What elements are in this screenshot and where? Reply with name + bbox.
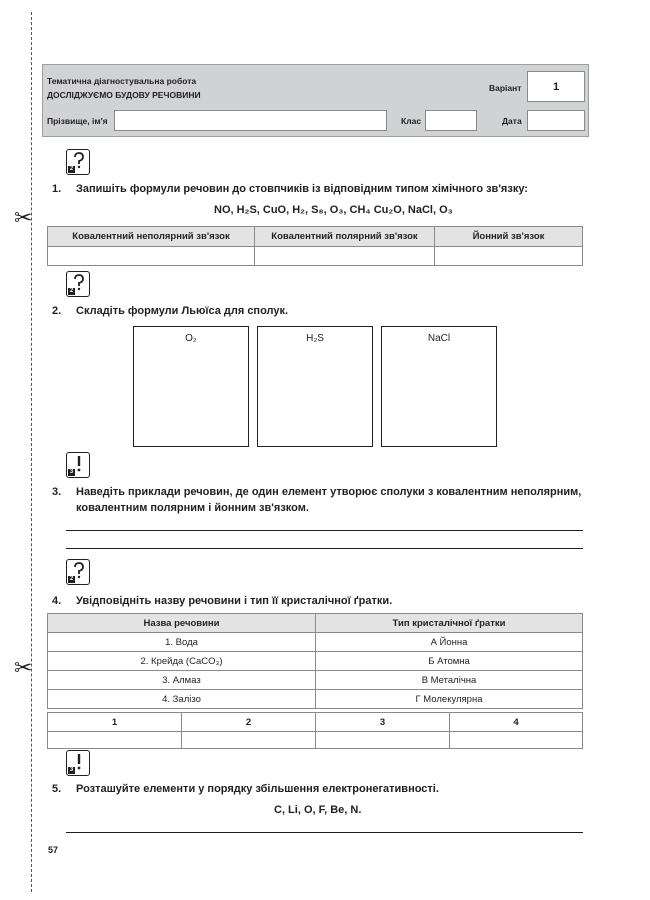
exclamation-icon	[66, 452, 90, 478]
variant-box	[527, 71, 585, 102]
level-badge: 2	[69, 576, 74, 582]
substance-cell: 3. Алмаз	[48, 671, 316, 690]
variant-label: Варіант	[489, 83, 522, 93]
level-badge: 2	[69, 288, 74, 294]
answer-cell[interactable]	[316, 732, 450, 749]
scissors-icon: ✂	[14, 656, 33, 681]
lewis-box-label: NaCl	[427, 333, 451, 344]
lewis-box-h2s[interactable]	[257, 326, 373, 447]
q4-answer-table	[47, 712, 583, 749]
question-mark-icon	[66, 271, 90, 297]
answer-cell[interactable]	[182, 732, 316, 749]
level-badge: 3	[69, 767, 74, 773]
lewis-box-label: H₂S	[306, 333, 324, 344]
col-polar: Ковалентний полярний зв'язок	[255, 227, 435, 247]
name-field[interactable]	[114, 110, 387, 131]
lewis-box-nacl[interactable]	[381, 326, 497, 447]
answer-header: 2	[182, 713, 316, 732]
answer-header: 4	[450, 713, 583, 732]
q3-text-line2: ковалентним полярним і йонним зв'язком.	[76, 502, 309, 514]
q1-number: 1.	[52, 183, 62, 195]
q4-number: 4.	[52, 595, 62, 607]
substance-cell: 2. Крейда (CaCO₃)	[48, 652, 316, 671]
variant-value: 1	[552, 81, 560, 93]
lattice-cell: В Металічна	[316, 671, 583, 690]
name-label: Прізвище, ім'я	[47, 116, 108, 126]
answer-line[interactable]	[66, 530, 583, 531]
col-lattice: Тип кристалічної ґратки	[316, 614, 583, 633]
col-substance: Назва речовини	[48, 614, 316, 633]
header-panel	[42, 64, 589, 137]
class-field[interactable]	[425, 110, 477, 131]
page-number: 57	[48, 845, 59, 855]
answer-cell[interactable]	[255, 247, 435, 266]
answer-line[interactable]	[66, 548, 583, 549]
question-mark-icon	[66, 149, 90, 175]
cut-line-dashed	[31, 12, 32, 892]
q2-text: Складіть формули Льюїса для сполук.	[76, 305, 289, 317]
q5-text: Розташуйте елементи у порядку збільшення електронегативності.	[76, 783, 439, 795]
level-badge: 2	[69, 166, 74, 172]
answer-line[interactable]	[66, 832, 583, 833]
answer-cell[interactable]	[48, 732, 182, 749]
q1-formulas: NO, H₂S, CuO, H₂, S₈, O₃, CH₄ Cu₂O, NaCl, O₃	[214, 204, 453, 216]
q5-elements: C, Li, O, F, Be, N.	[274, 804, 362, 816]
class-label: Клас	[401, 116, 422, 126]
col-nonpolar: Ковалентний неполярний зв'язок	[48, 227, 255, 247]
lewis-box-label: O₂	[185, 333, 197, 344]
q3-number: 3.	[52, 486, 62, 498]
lattice-cell: Б Атомна	[316, 652, 583, 671]
col-ionic: Йонний зв'язок	[435, 227, 583, 247]
q4-match-table	[47, 613, 583, 709]
lattice-cell: А Йонна	[316, 633, 583, 652]
answer-header: 3	[316, 713, 450, 732]
q5-number: 5.	[52, 783, 62, 795]
answer-cell[interactable]	[435, 247, 583, 266]
substance-cell: 1. Вода	[48, 633, 316, 652]
level-badge: 3	[69, 469, 74, 475]
header-title-line2: ДОСЛІДЖУЄМО БУДОВУ РЕЧОВИНИ	[47, 90, 201, 100]
lewis-box-o2[interactable]	[133, 326, 249, 447]
header-title-line1: Тематична діагностувальна робота	[47, 76, 197, 86]
answer-cell[interactable]	[450, 732, 583, 749]
scissors-icon: ✂	[14, 206, 33, 231]
answer-cell[interactable]	[48, 247, 255, 266]
exclamation-icon	[66, 750, 90, 776]
q2-number: 2.	[52, 305, 62, 317]
q4-text: Увідповідніть назву речовини і тип її кристалічної ґратки.	[76, 595, 393, 607]
date-label: Дата	[502, 116, 522, 126]
substance-cell: 4. Залізо	[48, 690, 316, 709]
answer-header: 1	[48, 713, 182, 732]
q1-text: Запишіть формули речовин до стовпчиків із відповідним типом хімічного зв'язку:	[76, 183, 528, 195]
date-field[interactable]	[527, 110, 585, 131]
lattice-cell: Г Молекулярна	[316, 690, 583, 709]
q3-text-line1: Наведіть приклади речовин, де один елемент утворює сполуки з ковалентним неполярним,	[76, 486, 582, 498]
question-mark-icon	[66, 559, 90, 585]
q1-bond-table	[47, 226, 583, 266]
